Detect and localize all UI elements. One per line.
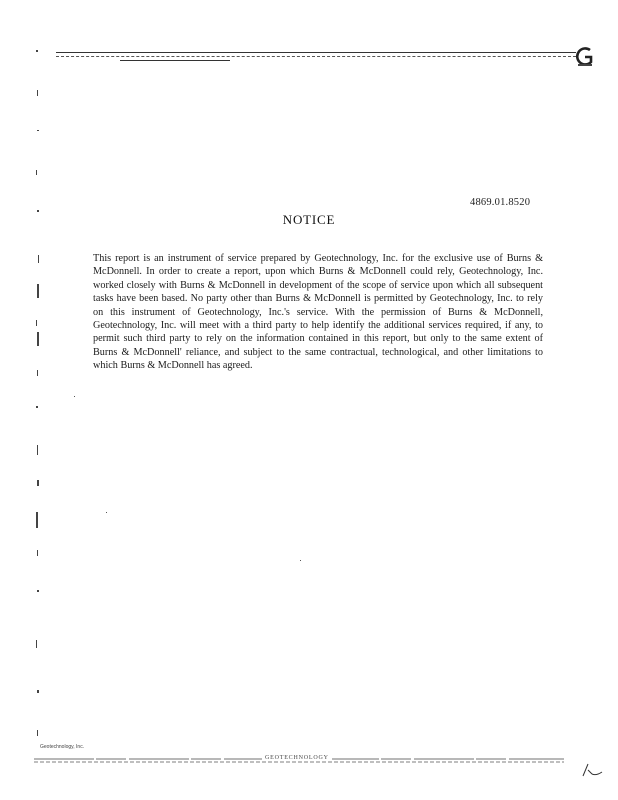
page-title: NOTICE — [282, 212, 336, 227]
footer-company-name: GEOTECHNOLOGY — [262, 755, 332, 761]
signature-initials-icon — [580, 760, 606, 780]
scan-speck — [300, 560, 301, 561]
scan-speck — [74, 396, 75, 397]
top-rule-line-short — [120, 60, 230, 61]
scan-speck — [106, 512, 107, 513]
notice-paragraph: This report is an instrument of service prepared by Geotechnology, Inc. for the exclusive use of Burns & McDonnell. In order to create a report, upon which Burns & McDonnell could rely, Geotechnology, Inc. worked closely with Burns & McDonnell in development of the scope of service upon which all subsequent tasks have been based. No party other than Burns & McDonnell is permitted by Geotechnology, Inc. to rely on this instrument of Geotechnology, Inc.'s service. With the permission of Burns & McDonnell, Geotechnology, Inc. will meet with a third party to help identify the additional services required, if any, to permit such third party to rely on the information contained in this report, but only to the same extent of Burns & McDonnell' reliance, and subject to the same contractual, technological, and other limitations to which Burns & McDonnell has agreed. — [93, 253, 543, 372]
geotechnology-logo-icon — [576, 46, 594, 68]
scan-margin-artifacts — [34, 40, 42, 760]
footer-small-print: Geotechnology, Inc. — [40, 744, 85, 750]
reference-number: 4869.01.8520 — [470, 197, 531, 208]
top-rule-line — [56, 52, 576, 53]
top-rule-line-dashed — [56, 56, 576, 57]
